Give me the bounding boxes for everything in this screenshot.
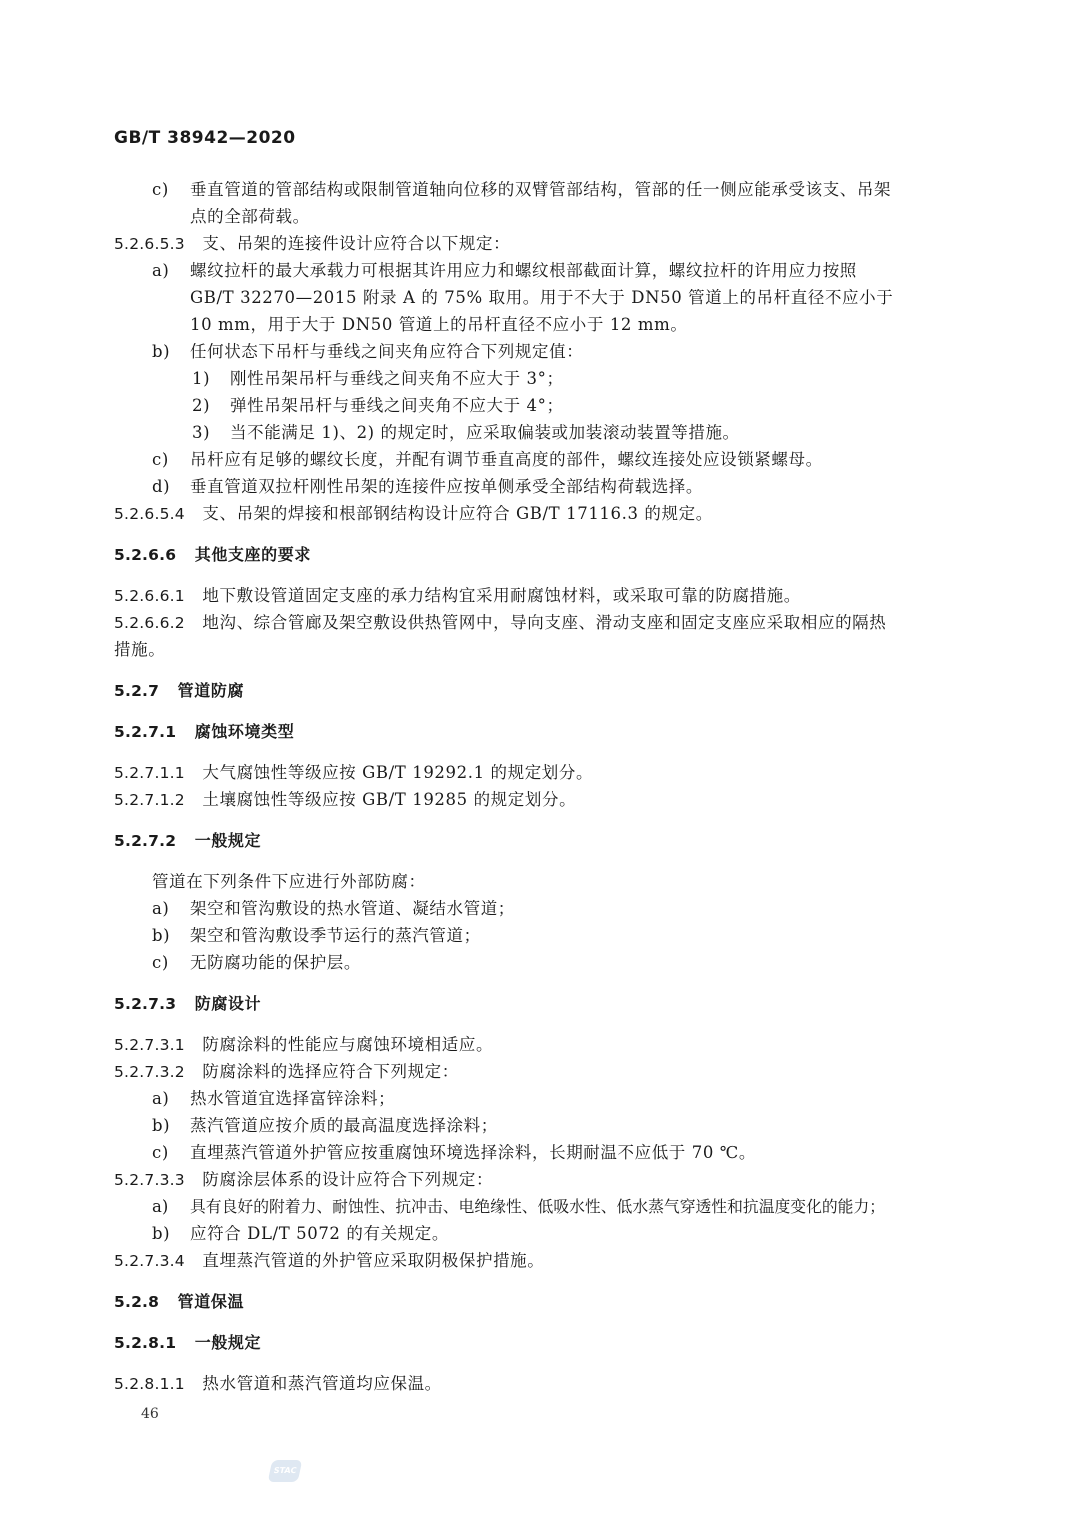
list-text: 架空和管沟敷设季节运行的蒸汽管道； — [190, 926, 481, 945]
section-title: 防腐设计 — [194, 994, 262, 1013]
clause-5-2-6-5-4 — [114, 500, 954, 527]
section-number: 5.2.8 — [114, 1293, 160, 1311]
sub-list-label: 3) — [192, 423, 211, 442]
list-label: b) — [152, 1224, 171, 1243]
list-label: a) — [152, 261, 170, 280]
clause-number: 5.2.7.3.4 — [114, 1252, 185, 1270]
clause-number: 5.2.7.3.1 — [114, 1036, 185, 1054]
section-number: 5.2.8.1 — [114, 1334, 177, 1352]
clause-text: 地沟、综合管廊及架空敷设供热管网中，导向支座、滑动支座和固定支座应采取相应的隔热 — [202, 613, 887, 632]
clause-number: 5.2.6.6.2 — [114, 614, 185, 632]
clause-number: 5.2.7.1.2 — [114, 791, 185, 809]
list-text: 具有良好的附着力、耐蚀性、抗冲击、电绝缘性、低吸水性、低水蒸气穿透性和抗温度变化的能力； — [190, 1197, 886, 1216]
document-body — [114, 176, 954, 1397]
section-heading — [114, 1329, 954, 1356]
list-label: c) — [152, 450, 169, 469]
section-number: 5.2.7 — [114, 682, 160, 700]
sub-list-label: 1) — [192, 369, 211, 388]
clause-number: 5.2.6.6.1 — [114, 587, 185, 605]
clause-text: 支、吊架的焊接和根部钢结构设计应符合 GB/T 17116.3 的规定。 — [202, 504, 713, 523]
clause-5-2-6-6-2 — [114, 609, 954, 636]
clause-text: 土壤腐蚀性等级应按 GB/T 19285 的规定划分。 — [202, 790, 577, 809]
section-title: 腐蚀环境类型 — [194, 722, 295, 741]
clause-5-2-7-3-1 — [114, 1031, 954, 1058]
list-item — [114, 895, 954, 922]
sub-list-item — [114, 365, 954, 392]
clause-text: 直埋蒸汽管道的外护管应采取阴极保护措施。 — [202, 1251, 545, 1270]
section-heading — [114, 827, 954, 854]
sub-list-text: 当不能满足 1)、2) 的规定时，应采取偏装或加装滚动装置等措施。 — [230, 423, 740, 442]
clause-number: 5.2.8.1.1 — [114, 1375, 185, 1393]
list-label: b) — [152, 926, 171, 945]
section-number: 5.2.7.1 — [114, 723, 177, 741]
clause-text: 热水管道和蒸汽管道均应保温。 — [202, 1374, 442, 1393]
list-item — [114, 473, 954, 500]
watermark-logo: STAC — [268, 1460, 303, 1482]
paragraph: 管道在下列条件下应进行外部防腐： — [152, 872, 426, 891]
clause-5-2-7-3-3 — [114, 1166, 954, 1193]
clause-5-2-7-1-2 — [114, 786, 954, 813]
list-label: a) — [152, 1089, 170, 1108]
list-item — [114, 1220, 954, 1247]
list-item — [114, 338, 954, 365]
list-label: c) — [152, 953, 169, 972]
list-text: 架空和管沟敷设的热水管道、凝结水管道； — [190, 899, 515, 918]
list-text: 螺纹拉杆的最大承载力可根据其许用应力和螺纹根部截面计算，螺纹拉杆的许用应力按照 — [190, 261, 857, 280]
clause-number: 5.2.7.3.2 — [114, 1063, 185, 1081]
list-text: 无防腐功能的保护层。 — [190, 953, 361, 972]
list-item — [114, 922, 954, 949]
list-item — [114, 1112, 954, 1139]
list-item-continuation: 点的全部荷载。 — [190, 207, 310, 226]
sub-list-label: 2) — [192, 396, 211, 415]
list-text: 垂直管道双拉杆刚性吊架的连接件应按单侧承受全部结构荷载选择。 — [190, 477, 703, 496]
clause-5-2-7-1-1 — [114, 759, 954, 786]
section-title: 一般规定 — [194, 1333, 262, 1352]
clause-number: 5.2.7.1.1 — [114, 764, 185, 782]
list-item-continuation: GB/T 32270—2015 附录 A 的 75% 取用。用于不大于 DN50 管道上的吊杆直径不应小于 — [190, 288, 894, 307]
section-number: 5.2.7.2 — [114, 832, 177, 850]
clause-number: 5.2.6.5.4 — [114, 505, 185, 523]
clause-text: 防腐涂层体系的设计应符合下列规定： — [202, 1170, 494, 1189]
list-item — [114, 176, 954, 203]
page-number: 46 — [141, 1406, 159, 1422]
section-title: 其他支座的要求 — [194, 545, 311, 564]
section-heading — [114, 990, 954, 1017]
clause-5-2-6-5-3 — [114, 230, 954, 257]
list-item — [114, 1193, 954, 1220]
list-label: c) — [152, 1143, 169, 1162]
sub-list-item — [114, 392, 954, 419]
section-title: 管道保温 — [177, 1292, 245, 1311]
list-text: 吊杆应有足够的螺纹长度，并配有调节垂直高度的部件，螺纹连接处应设锁紧螺母。 — [190, 450, 823, 469]
clause-5-2-7-3-4 — [114, 1247, 954, 1274]
list-text: 蒸汽管道应按介质的最高温度选择涂料； — [190, 1116, 498, 1135]
list-item — [114, 949, 954, 976]
clause-5-2-7-3-2 — [114, 1058, 954, 1085]
clause-text: 防腐涂料的性能应与腐蚀环境相适应。 — [202, 1035, 494, 1054]
section-heading — [114, 1288, 954, 1315]
sub-list-item — [114, 419, 954, 446]
section-number: 5.2.6.6 — [114, 546, 177, 564]
clause-5-2-6-6-1 — [114, 582, 954, 609]
list-text: 直埋蒸汽管道外护管应按重腐蚀环境选择涂料，长期耐温不应低于 70 ℃。 — [190, 1143, 756, 1162]
section-heading — [114, 541, 954, 568]
clause-text: 地下敷设管道固定支座的承力结构宜采用耐腐蚀材料，或采取可靠的防腐措施。 — [202, 586, 801, 605]
section-title: 一般规定 — [194, 831, 262, 850]
list-label: b) — [152, 342, 171, 361]
clause-5-2-8-1-1 — [114, 1370, 954, 1397]
clause-text: 防腐涂料的选择应符合下列规定： — [202, 1062, 459, 1081]
list-item — [114, 446, 954, 473]
list-text: 应符合 DL/T 5072 的有关规定。 — [190, 1224, 449, 1243]
clause-number: 5.2.6.5.3 — [114, 235, 185, 253]
list-text: 热水管道宜选择富锌涂料； — [190, 1089, 396, 1108]
list-text: 任何状态下吊杆与垂线之间夹角应符合下列规定值： — [190, 342, 584, 361]
list-label: d) — [152, 477, 171, 496]
section-title: 管道防腐 — [177, 681, 245, 700]
section-heading — [114, 718, 954, 745]
list-item — [114, 1085, 954, 1112]
list-item — [114, 257, 954, 284]
clause-text: 大气腐蚀性等级应按 GB/T 19292.1 的规定划分。 — [202, 763, 594, 782]
section-heading — [114, 677, 954, 704]
standard-code-header: GB/T 38942—2020 — [114, 128, 296, 148]
sub-list-text: 弹性吊架吊杆与垂线之间夹角不应大于 4°； — [230, 396, 564, 415]
list-item — [114, 1139, 954, 1166]
clause-continuation: 措施。 — [114, 640, 166, 659]
sub-list-text: 刚性吊架吊杆与垂线之间夹角不应大于 3°； — [230, 369, 564, 388]
list-text: 垂直管道的管部结构或限制管道轴向位移的双臂管部结构，管部的任一侧应能承受该支、吊架 — [190, 180, 892, 199]
list-label: a) — [152, 1197, 169, 1216]
list-label: a) — [152, 899, 170, 918]
section-number: 5.2.7.3 — [114, 995, 177, 1013]
clause-text: 支、吊架的连接件设计应符合以下规定： — [202, 234, 511, 253]
list-label: c) — [152, 180, 169, 199]
list-item-continuation: 10 mm，用于大于 DN50 管道上的吊杆直径不应小于 12 mm。 — [190, 315, 688, 334]
clause-number: 5.2.7.3.3 — [114, 1171, 185, 1189]
list-label: b) — [152, 1116, 171, 1135]
